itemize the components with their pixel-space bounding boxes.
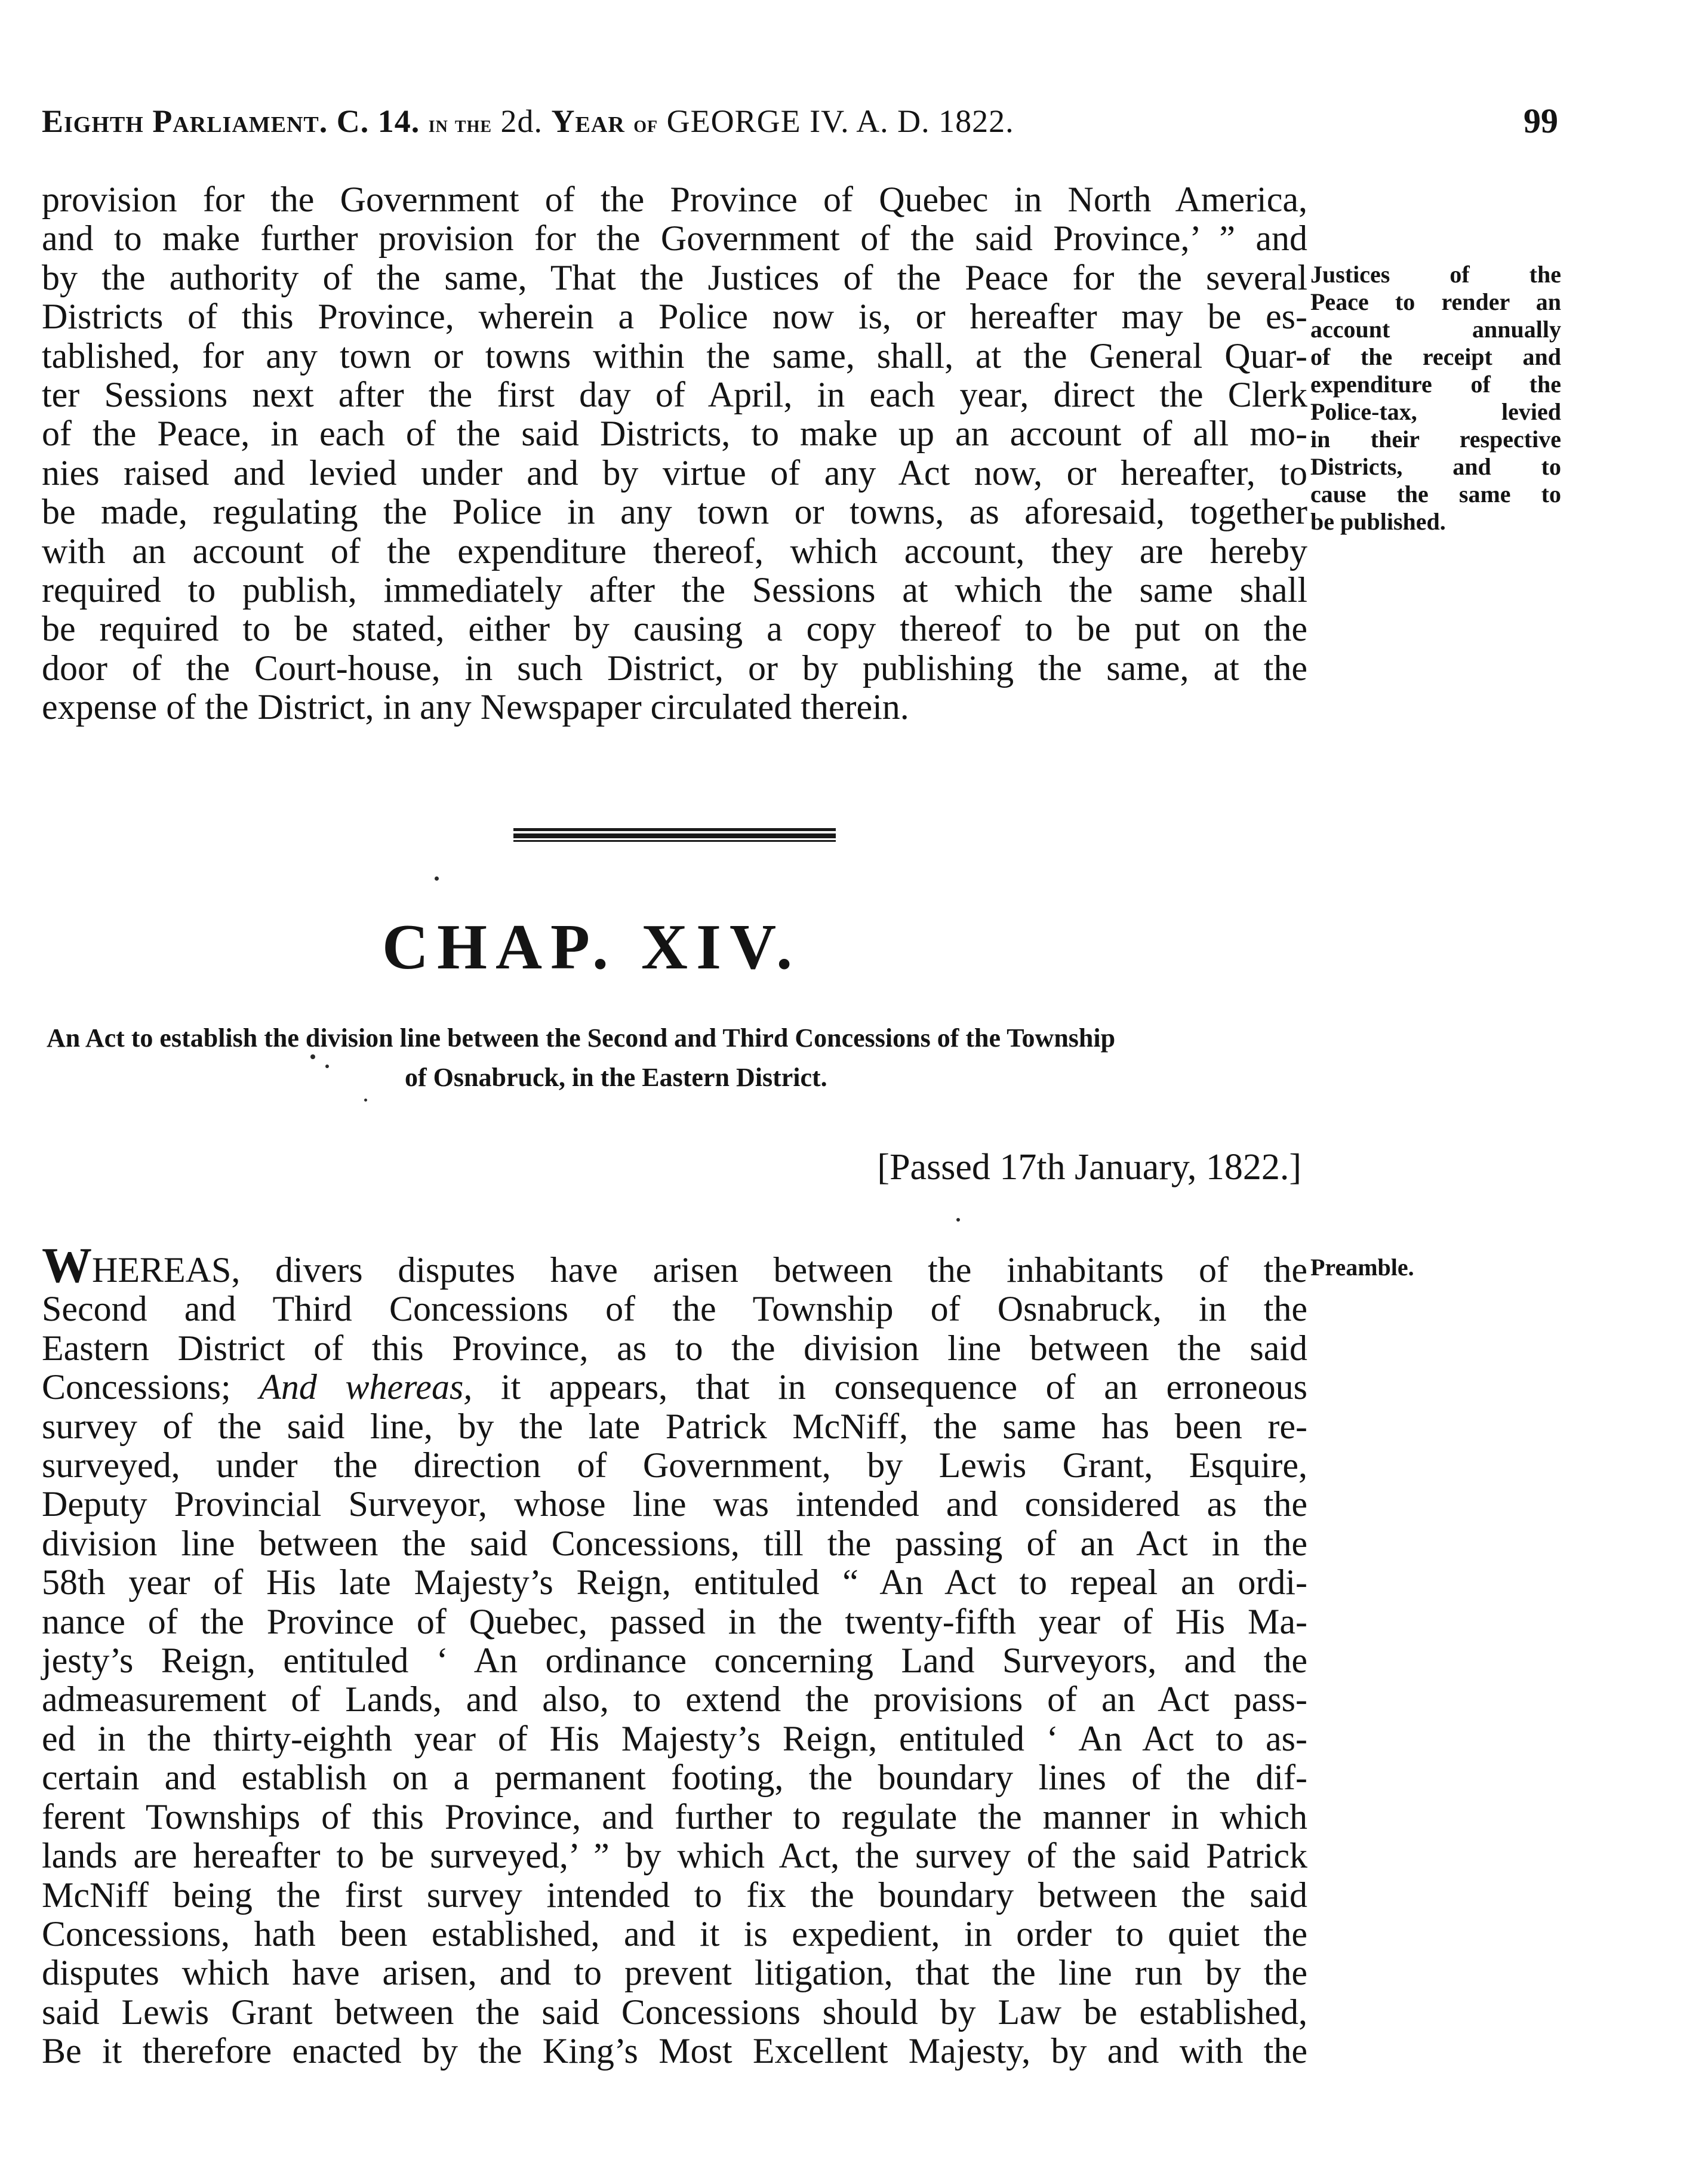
- ink-speck: [325, 1065, 329, 1068]
- text-line: [42, 1238, 1307, 1293]
- text-line: provision for the Government of the Province of Quebec in North America,: [42, 180, 1307, 219]
- margin-note-line: be published.: [1310, 508, 1446, 535]
- ornamental-rule: [513, 828, 836, 842]
- text-line: Be it therefore enacted by the King’s Most Excellent Majesty, by and with the: [42, 2031, 1307, 2071]
- margin-note-line: expenditure of the: [1310, 371, 1561, 398]
- page-number: 99: [1524, 101, 1558, 140]
- margin-note-preamble: [1310, 1254, 1561, 1281]
- first-line-text: HEREAS, divers disputes have arisen between the inhabitants of the: [92, 1250, 1307, 1290]
- chapter-heading: CHAP. XIV.: [382, 912, 801, 983]
- ink-speck: [956, 1218, 960, 1222]
- margin-note-line: Peace to render an: [1310, 288, 1561, 315]
- text-line: ter Sessions next after the first day of April, in each year, direct the Clerk: [42, 375, 1307, 415]
- text-line: disputes which have arisen, and to prevent litigation, that the line run by the: [42, 1953, 1307, 1993]
- text-line: with an account of the expenditure thereof, which account, they are hereby: [42, 531, 1307, 571]
- running-header: [42, 100, 1307, 145]
- text-line: division line between the said Concessions, till the passing of an Act in the: [42, 1523, 1307, 1563]
- text-line: of the Peace, in each of the said Districts, to make up an account of all mo-: [42, 414, 1307, 454]
- margin-note-line: cause the same to: [1310, 481, 1561, 507]
- margin-note-justices: [1310, 261, 1561, 536]
- header-of: of: [633, 110, 658, 137]
- text-line: Deputy Provincial Surveyor, whose line was intended and considered as the: [42, 1484, 1307, 1524]
- act-title: [47, 1019, 1312, 1097]
- text-line: certain and establish on a permanent footing, the boundary lines of the dif-: [42, 1758, 1307, 1798]
- text-line: expense of the District, in any Newspaper circulated therein.: [42, 687, 909, 727]
- text-line: ferent Townships of this Province, and further to regulate the manner in which: [42, 1797, 1307, 1837]
- act-title-line: of Osnabruck, in the Eastern District.: [405, 1063, 827, 1092]
- text-line: by the authority of the same, That the Justices of the Peace for the several: [42, 257, 1307, 297]
- margin-note-line: account annually: [1310, 316, 1561, 343]
- ink-speck: [310, 1054, 315, 1059]
- text-line: ed in the thirty-eighth year of His Majesty’s Reign, entituled ‘ An Act to as-: [42, 1718, 1307, 1758]
- ink-speck: [435, 876, 439, 881]
- text-line: nies raised and levied under and by virtue of any Act now, or hereafter, to: [42, 453, 1307, 493]
- text-line: Districts of this Province, wherein a Police now is, or hereafter may be es-: [42, 297, 1307, 337]
- text-line: be required to be stated, either by causing a copy thereof to be put on the: [42, 609, 1307, 649]
- passed-date: [Passed 17th January, 1822.]: [877, 1147, 1301, 1188]
- appears-text: it appears, that in consequence of an erroneous: [500, 1367, 1308, 1407]
- text-line: Eastern District of this Province, as to the division line between the said: [42, 1328, 1307, 1368]
- text-line: Concessions, hath been established, and it is expedient, in order to quiet the: [42, 1914, 1307, 1954]
- text-line: jesty’s Reign, entituled ‘ An ordinance concerning Land Surveyors, and the: [42, 1641, 1307, 1681]
- text-line: said Lewis Grant between the said Concessions should by Law be established,: [42, 1992, 1307, 2032]
- text-line: [42, 1368, 1307, 1407]
- preamble-paragraph: [42, 1238, 1308, 2071]
- header-year: Year: [551, 103, 625, 139]
- concessions-text: Concessions;: [42, 1367, 260, 1407]
- margin-note-line: Preamble.: [1310, 1254, 1414, 1281]
- text-line: Second and Third Concessions of the Township of Osnabruck, in the: [42, 1289, 1307, 1329]
- act-title-line: An Act to establish the division line between the Second and Third Concessions of the Township: [47, 1023, 1116, 1053]
- margin-note-line: of the receipt and: [1310, 343, 1561, 370]
- text-line: required to publish, immediately after the Sessions at which the same shall: [42, 570, 1307, 610]
- paragraph-continuation: [42, 180, 1307, 727]
- text-line: survey of the said line, by the late Patrick McNiff, the same has been re-: [42, 1406, 1307, 1446]
- header-in-the: in the: [428, 110, 493, 137]
- margin-note-line: in their respective: [1310, 426, 1561, 453]
- drop-initial: W: [42, 1238, 92, 1293]
- italic-and-whereas: And whereas,: [259, 1367, 473, 1407]
- margin-note-line: Justices of the: [1310, 261, 1561, 288]
- header-king: GEORGE IV.: [666, 103, 850, 139]
- header-parliament: Eighth Parliament.: [42, 103, 328, 139]
- margin-note-line: Police-tax, levied: [1310, 398, 1561, 425]
- text-line: McNiff being the first survey intended to fix the boundary between the said: [42, 1875, 1307, 1915]
- text-line: nance of the Province of Quebec, passed in the twenty-fifth year of His Ma-: [42, 1601, 1307, 1641]
- text-line: 58th year of His late Majesty’s Reign, entituled “ An Act to repeal an ordi-: [42, 1562, 1307, 1602]
- header-ad: A. D. 1822.: [856, 103, 1014, 139]
- text-line: be made, regulating the Police in any town or towns, as aforesaid, together: [42, 492, 1307, 532]
- text-line: tablished, for any town or towns within the same, shall, at the General Quar-: [42, 336, 1307, 376]
- text-line: admeasurement of Lands, and also, to extend the provisions of an Act pass-: [42, 1679, 1307, 1719]
- text-line: lands are hereafter to be surveyed,’ ” by which Act, the survey of the said Patrick: [42, 1836, 1307, 1876]
- text-line: surveyed, under the direction of Government, by Lewis Grant, Esquire,: [42, 1445, 1307, 1485]
- header-chapter-ref: C. 14.: [336, 103, 420, 139]
- text-line: and to make further provision for the Government of the said Province,’ ” and: [42, 219, 1307, 259]
- header-2d: 2d.: [500, 103, 543, 139]
- text-line: door of the Court-house, in such District, or by publishing the same, at the: [42, 648, 1307, 688]
- margin-note-line: Districts, and to: [1310, 453, 1561, 480]
- ink-speck: [364, 1099, 367, 1102]
